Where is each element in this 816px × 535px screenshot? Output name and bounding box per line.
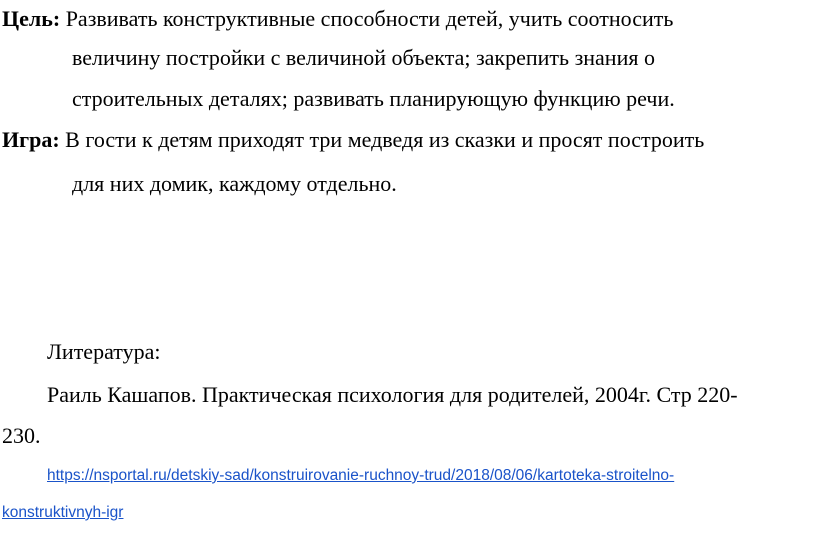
- reference-line-2: 230.: [2, 423, 41, 448]
- literature-heading: Литература:: [47, 339, 161, 364]
- reference-line-1: Раиль Кашапов. Практическая психология для родителей, 2004г. Стр 220-: [47, 382, 738, 407]
- game-text-1: В гости к детям приходят три медведя из сказки и просят построить: [65, 127, 705, 152]
- goal-text-1: Развивать конструктивные способности детей, учить соотносить: [65, 6, 674, 31]
- goal-line-1: [2, 8, 673, 30]
- goal-label: Цель:: [2, 6, 61, 31]
- game-line-2: для них домик, каждому отдельно.: [72, 171, 397, 196]
- goal-line-2: величину постройки с величиной объекта; закрепить знания о: [72, 45, 655, 70]
- game-label: Игра:: [2, 127, 60, 152]
- goal-line-3: строительных деталях; развивать планирующую функцию речи.: [72, 86, 675, 111]
- reference-link-line-1[interactable]: https://nsportal.ru/detskiy-sad/konstruirovanie-ruchnoy-trud/2018/08/06/kartoteka-stroitelno-: [47, 467, 675, 484]
- game-line-1: [2, 129, 704, 151]
- reference-link-line-2[interactable]: konstruktivnyh-igr: [2, 504, 124, 521]
